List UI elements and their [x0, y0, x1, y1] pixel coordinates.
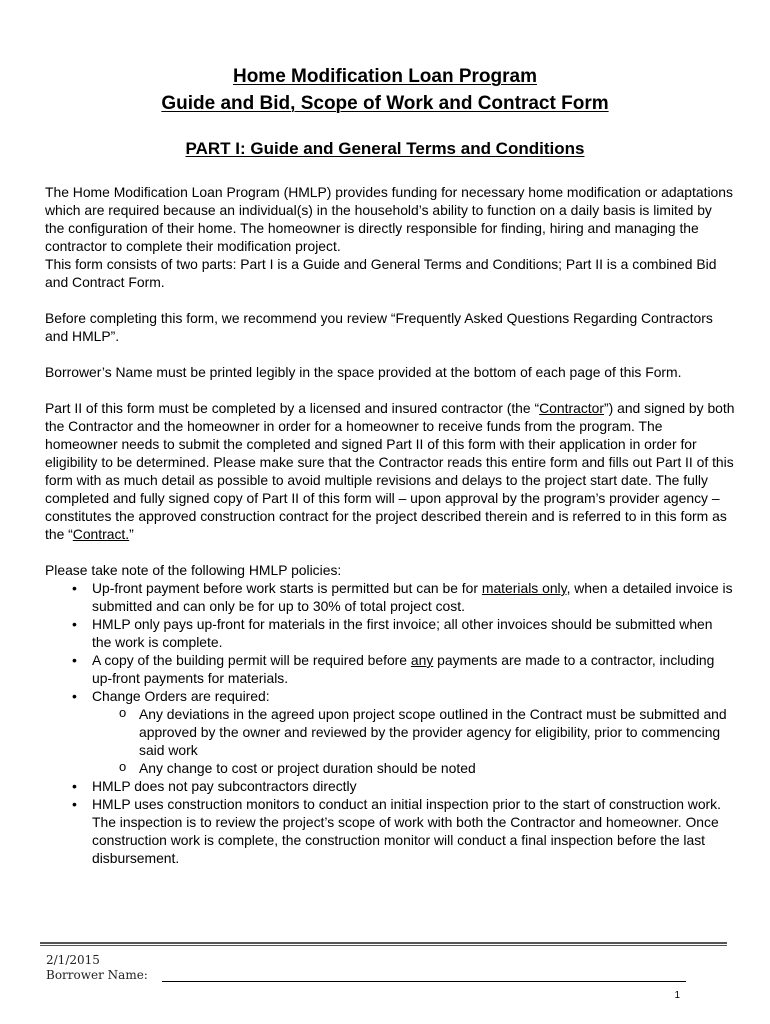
form-parts-paragraph: This form consists of two parts: Part I is a Guide and General Terms and Conditions; Part II is a combined Bid and Contract Form.: [45, 256, 717, 290]
borrower-name-label: Borrower Name:: [46, 968, 148, 982]
document-body: [45, 183, 735, 867]
policy-text: Up-front payment before work starts is permitted but can be for: [92, 580, 482, 596]
any-term: any: [410, 652, 434, 668]
contract-term: Contract.: [72, 526, 130, 542]
part-heading: PART I: Guide and General Terms and Conditions: [185, 139, 585, 158]
sub-policy-item: o Any change to cost or project duration should be noted: [139, 759, 735, 777]
policy-item: [92, 579, 735, 615]
footer-divider: [40, 942, 727, 946]
policy-item: • HMLP does not pay subcontractors directly: [92, 777, 735, 795]
page-number: 1: [674, 990, 680, 1001]
part-two-text-b: ”) and signed by both the Contractor and the homeowner in order for a homeowner to receive funds from the program. The homeowner needs to submit the completed and signed Part II of this form with their application in order for eligibility to be determined. Please make sure that the Contractor reads this entire form and fills out Part II of this form with as much detail as possible to avoid multiple revisions and delays to the project start date. The fully completed and fully signed copy of Part II of this form will – upon approval by the program’s provider agency – constitutes the approved construction contract for the project described therein and is referred to in this form as the “: [45, 400, 735, 542]
footer-date: 2/1/2015: [46, 953, 100, 967]
faq-paragraph: Before completing this form, we recommend you review “Frequently Asked Questions Regarding Contractors and HMLP”.: [45, 310, 713, 344]
policy-text: payments are made to a contractor, including up-front payments for materials.: [92, 652, 715, 686]
part-two-text-a: Part II of this form must be completed by a licensed and insured contractor (the “: [45, 400, 540, 416]
part-two-paragraph: [45, 399, 735, 543]
policy-item: [92, 687, 735, 777]
policies-intro: Please take note of the following HMLP policies:: [45, 562, 342, 578]
sub-policy-item: o Any deviations in the agreed upon project scope outlined in the Contract must be submitted and approved by the owner and reviewed by the provider agency for eligibility, prior to commencing said work: [139, 705, 735, 759]
policy-text: A copy of the building permit will be required before: [92, 652, 411, 668]
policy-item: • HMLP only pays up-front for materials in the first invoice; all other invoices should be submitted when the work is complete.: [92, 615, 735, 651]
borrower-name-field[interactable]: [162, 981, 686, 982]
contractor-term: Contractor: [539, 400, 604, 416]
change-order-sublist: [92, 705, 735, 777]
materials-only-term: materials only: [481, 580, 567, 596]
document-subtitle: Guide and Bid, Scope of Work and Contract Form: [161, 93, 609, 114]
document-title: Home Modification Loan Program: [232, 66, 538, 87]
policy-list: [45, 579, 735, 867]
borrower-name-paragraph: Borrower’s Name must be printed legibly in the space provided at the bottom of each page of this Form.: [45, 364, 682, 380]
intro-paragraph: The Home Modification Loan Program (HMLP) provides funding for necessary home modification or adaptations which are required because an individual(s) in the household’s ability to function on a daily basis is limited by the configuration of their home. The homeowner is directly responsible for finding, hiring and managing the contractor to complete their modification project.: [45, 184, 733, 254]
policy-item: [92, 651, 735, 687]
part-two-text-c: ”: [129, 526, 134, 542]
policy-text: Change Orders are required:: [92, 688, 270, 704]
policy-item: • HMLP uses construction monitors to conduct an initial inspection prior to the start of construction work. The inspection is to review the project’s scope of work with both the Contractor and homeowner. Once construction work is complete, the construction monitor will conduct a final inspection before the last disbursement.: [92, 795, 735, 867]
policy-text: , when a detailed invoice is submitted and can only be for up to 30% of total project cost.: [92, 580, 733, 614]
